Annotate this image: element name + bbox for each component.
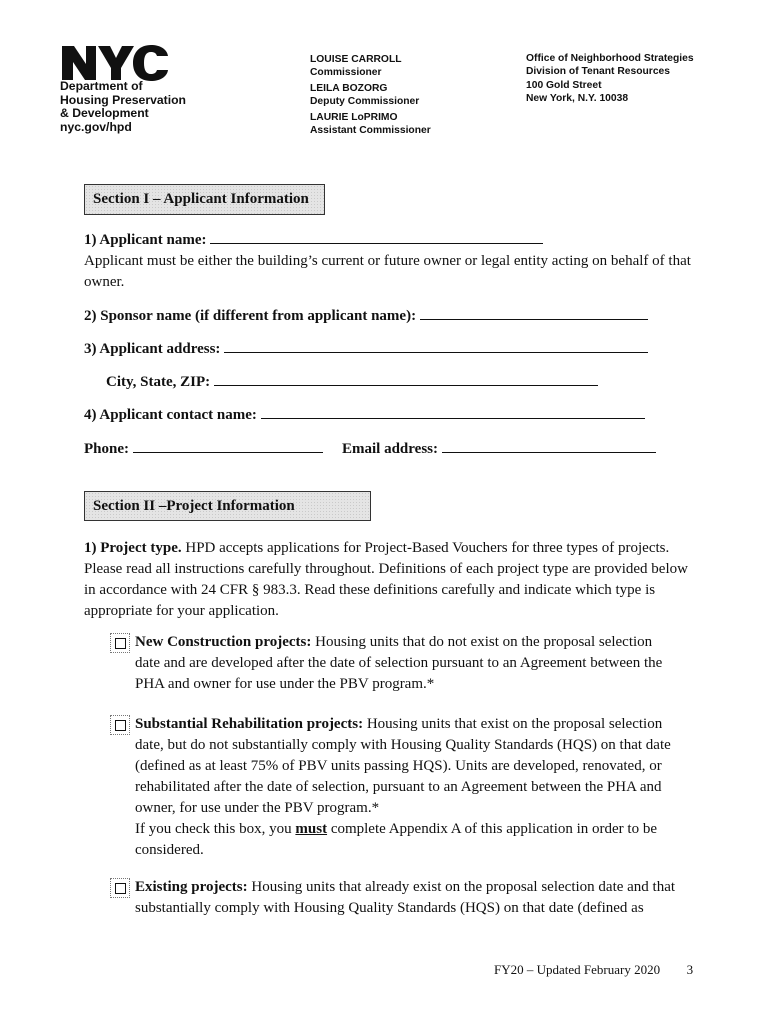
applicant-name-label: 1) Applicant name: xyxy=(84,232,207,248)
email-field[interactable] xyxy=(442,438,656,453)
contact-field[interactable] xyxy=(261,404,645,419)
phone-field[interactable] xyxy=(133,438,323,453)
option-label: Substantial Rehabilitation projects: xyxy=(135,716,364,732)
option-text xyxy=(135,714,680,861)
office-line: Office of Neighborhood Strategies xyxy=(526,53,694,64)
option-description: Housing units that already exist on the proposal selection date and that substantially comply with Housing Quality Standards (HQS) on that date (defined as xyxy=(135,879,676,916)
official-title: Commissioner xyxy=(310,66,382,78)
official-name: LAURIE LoPRIMO xyxy=(310,112,398,124)
option-new-construction xyxy=(110,632,680,695)
phone-label: Phone: xyxy=(84,441,129,457)
checkbox-icon xyxy=(115,638,126,649)
official-name: LEILA BOZORG xyxy=(310,83,388,95)
option-description: Housing units that exist on the proposal selection date, but do not substantially comply with Housing Quality Standards (HQS) on that date (defined as at least 75% of PBV units passing HQS). Units are developed, renovated, or rehabilitated after the date of selection, pursuant to an Agreement between the PHA and owner, for use under the PBV program.* xyxy=(135,716,671,816)
section-1-title: Section I – Applicant Information xyxy=(84,184,325,215)
footer-text: FY20 – Updated February 2020 xyxy=(494,962,661,977)
department-line: Housing Preservation xyxy=(60,92,186,107)
page-number: 3 xyxy=(686,962,694,977)
option-label: New Construction projects: xyxy=(135,634,312,650)
sponsor-row xyxy=(84,305,648,325)
official-title: Deputy Commissioner xyxy=(310,95,420,107)
department-name xyxy=(60,80,186,134)
substantial-rehab-checkbox[interactable] xyxy=(110,715,130,735)
appendix-note-emphasis: must xyxy=(295,821,328,837)
nyc-logo xyxy=(60,44,170,82)
applicant-name-field[interactable] xyxy=(210,229,543,244)
project-type-text: HPD accepts applications for Project-Based Vouchers for three types of projects. Please read all instructions carefully throughout. Definitions of each project type are provided below in accordance with 24 CFR § 983.3. Read these definitions carefully and indicate which type is appropriate for your application. xyxy=(84,540,688,619)
contact-label: 4) Applicant contact name: xyxy=(84,407,257,423)
contact-row xyxy=(84,404,645,424)
address-field[interactable] xyxy=(224,338,648,353)
new-construction-checkbox[interactable] xyxy=(110,633,130,653)
email-row xyxy=(342,438,656,458)
checkbox-icon xyxy=(115,720,126,731)
email-label: Email address: xyxy=(342,441,438,457)
option-description: Housing units that do not exist on the proposal selection date and are developed after the date of selection pursuant to an Agreement between the PHA and owner for use under the PBV program.* xyxy=(135,634,663,692)
office-line: 100 Gold Street xyxy=(526,79,602,91)
option-text xyxy=(135,632,680,695)
official xyxy=(310,54,431,79)
checkbox-icon xyxy=(115,883,126,894)
nyc-logo-icon xyxy=(60,44,170,82)
sponsor-field[interactable] xyxy=(420,305,648,320)
official-title: Assistant Commissioner xyxy=(310,124,431,136)
official xyxy=(310,112,431,137)
office-address xyxy=(526,52,694,106)
page-footer xyxy=(494,962,693,978)
project-type-paragraph xyxy=(84,538,694,622)
option-substantial-rehab xyxy=(110,714,680,861)
department-line: Department of xyxy=(60,79,143,93)
applicant-name-row xyxy=(84,229,543,249)
option-label: Existing projects: xyxy=(135,879,248,895)
option-text xyxy=(135,877,680,919)
section-2-title: Section II –Project Information xyxy=(84,491,371,521)
address-label: 3) Applicant address: xyxy=(84,341,221,357)
office-line: Division of Tenant Resources xyxy=(526,66,670,78)
sponsor-label: 2) Sponsor name (if different from applicant name): xyxy=(84,308,417,324)
city-field[interactable] xyxy=(214,371,598,386)
existing-checkbox[interactable] xyxy=(110,878,130,898)
department-website: nyc.gov/hpd xyxy=(60,119,132,134)
address-row xyxy=(84,338,648,358)
appendix-note-end: complete Appendix A of this application in order to be considered. xyxy=(135,821,657,858)
option-existing xyxy=(110,877,680,919)
appendix-note-start: If you check this box, you xyxy=(135,821,296,837)
city-row xyxy=(106,371,598,391)
department-line: & Development xyxy=(60,106,149,121)
office-line: New York, N.Y. 10038 xyxy=(526,93,629,105)
official xyxy=(310,83,431,108)
phone-row xyxy=(84,438,323,458)
officials-list xyxy=(310,54,431,142)
official-name: LOUISE CARROLL xyxy=(310,54,402,65)
city-label: City, State, ZIP: xyxy=(106,374,211,390)
project-type-label: 1) Project type. xyxy=(84,540,182,556)
applicant-note: Applicant must be either the building’s current or future owner or legal entity acting on behalf of that owner. xyxy=(84,253,691,290)
